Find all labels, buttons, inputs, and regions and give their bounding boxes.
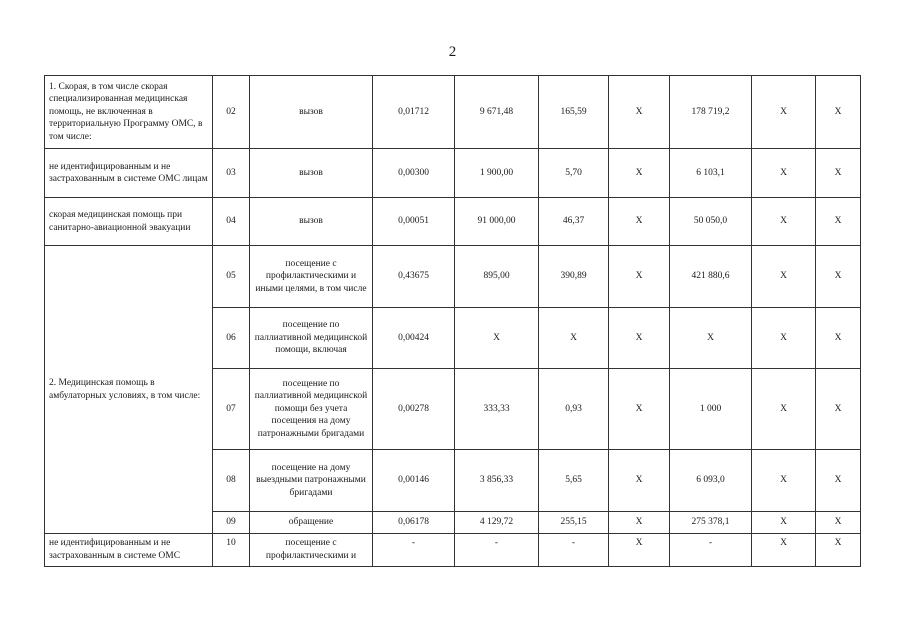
row-code-cell: 08 — [213, 450, 250, 512]
col9-cell: X — [752, 450, 816, 512]
col10-cell: X — [816, 198, 861, 246]
col7-cell: X — [609, 308, 670, 369]
cost-cell: X — [455, 308, 539, 369]
total-cell: 178 719,2 — [670, 76, 752, 149]
table-row — [45, 76, 861, 149]
unit-cell: посещение по паллиативной медицинской помощи, включая — [250, 308, 373, 369]
unit-cell: вызов — [250, 198, 373, 246]
row-code-cell: 09 — [213, 512, 250, 534]
unit-cell: посещение с профилактическими и иными целями, в том числе — [250, 246, 373, 308]
col7-cell: X — [609, 450, 670, 512]
cost-cell: 333,33 — [455, 369, 539, 450]
norm-cell: 0,00278 — [373, 369, 455, 450]
col9-cell: X — [752, 198, 816, 246]
col10-cell: X — [816, 534, 861, 567]
unit-cell: посещение на дому выездными патронажными бригадами — [250, 450, 373, 512]
total-cell: 6 093,0 — [670, 450, 752, 512]
per-capita-cell: 46,37 — [539, 198, 609, 246]
row-code-cell: 04 — [213, 198, 250, 246]
col10-cell: X — [816, 246, 861, 308]
col9-cell: X — [752, 369, 816, 450]
total-cell: 6 103,1 — [670, 149, 752, 198]
norm-cell: 0,06178 — [373, 512, 455, 534]
per-capita-cell: - — [539, 534, 609, 567]
page-number: 2 — [448, 44, 457, 60]
per-capita-cell: 0,93 — [539, 369, 609, 450]
col9-cell: X — [752, 512, 816, 534]
col10-cell: X — [816, 450, 861, 512]
col7-cell: X — [609, 149, 670, 198]
unit-cell: вызов — [250, 149, 373, 198]
row-name-cell: 1. Скорая, в том числе скорая специализированная медицинская помощь, не включенная в территориальную Программу ОМС, в том числе: — [45, 76, 213, 149]
per-capita-cell: 5,70 — [539, 149, 609, 198]
cost-cell: 9 671,48 — [455, 76, 539, 149]
col9-cell: X — [752, 149, 816, 198]
col10-cell: X — [816, 149, 861, 198]
cost-cell: 895,00 — [455, 246, 539, 308]
row-code-cell: 07 — [213, 369, 250, 450]
table-row — [45, 534, 861, 567]
col7-cell: X — [609, 534, 670, 567]
total-cell: 1 000 — [670, 369, 752, 450]
cost-cell: - — [455, 534, 539, 567]
col7-cell: X — [609, 369, 670, 450]
row-name-cell: не идентифицированным и не застрахованным в системе ОМС — [45, 534, 213, 567]
norm-cell: 0,00146 — [373, 450, 455, 512]
col7-cell: X — [609, 198, 670, 246]
norm-cell: - — [373, 534, 455, 567]
cost-cell: 91 000,00 — [455, 198, 539, 246]
row-name-cell: не идентифицированным и не застрахованным в системе ОМС лицам — [45, 149, 213, 198]
col9-cell: X — [752, 534, 816, 567]
cost-cell: 4 129,72 — [455, 512, 539, 534]
row-code-cell: 10 — [213, 534, 250, 567]
col10-cell: X — [816, 512, 861, 534]
total-cell: 50 050,0 — [670, 198, 752, 246]
col9-cell: X — [752, 246, 816, 308]
row-code-cell: 05 — [213, 246, 250, 308]
col9-cell: X — [752, 308, 816, 369]
col7-cell: X — [609, 512, 670, 534]
col10-cell: X — [816, 76, 861, 149]
row-code-cell: 03 — [213, 149, 250, 198]
medical-care-table — [44, 75, 861, 567]
col7-cell: X — [609, 76, 670, 149]
col10-cell: X — [816, 369, 861, 450]
unit-cell: посещение по паллиативной медицинской помощи без учета посещения на дому патронажными бригадами — [250, 369, 373, 450]
row-code-cell: 02 — [213, 76, 250, 149]
norm-cell: 0,00051 — [373, 198, 455, 246]
total-cell: X — [670, 308, 752, 369]
col9-cell: X — [752, 76, 816, 149]
per-capita-cell: 390,89 — [539, 246, 609, 308]
per-capita-cell: 255,15 — [539, 512, 609, 534]
total-cell: 421 880,6 — [670, 246, 752, 308]
unit-cell: посещение с профилактическими и — [250, 534, 373, 567]
unit-cell: обращение — [250, 512, 373, 534]
col10-cell: X — [816, 308, 861, 369]
per-capita-cell: X — [539, 308, 609, 369]
norm-cell: 0,00424 — [373, 308, 455, 369]
per-capita-cell: 5,65 — [539, 450, 609, 512]
unit-cell: вызов — [250, 76, 373, 149]
norm-cell: 0,01712 — [373, 76, 455, 149]
col7-cell: X — [609, 246, 670, 308]
row-code-cell: 06 — [213, 308, 250, 369]
norm-cell: 0,43675 — [373, 246, 455, 308]
total-cell: 275 378,1 — [670, 512, 752, 534]
norm-cell: 0,00300 — [373, 149, 455, 198]
table-row — [45, 246, 861, 308]
per-capita-cell: 165,59 — [539, 76, 609, 149]
row-name-cell: скорая медицинская помощь при санитарно-авиационной эвакуации — [45, 198, 213, 246]
table-row — [45, 149, 861, 198]
total-cell: - — [670, 534, 752, 567]
table-row — [45, 198, 861, 246]
cost-cell: 3 856,33 — [455, 450, 539, 512]
cost-cell: 1 900,00 — [455, 149, 539, 198]
row-name-cell: 2. Медицинская помощь в амбулаторных условиях, в том числе: — [45, 246, 213, 534]
